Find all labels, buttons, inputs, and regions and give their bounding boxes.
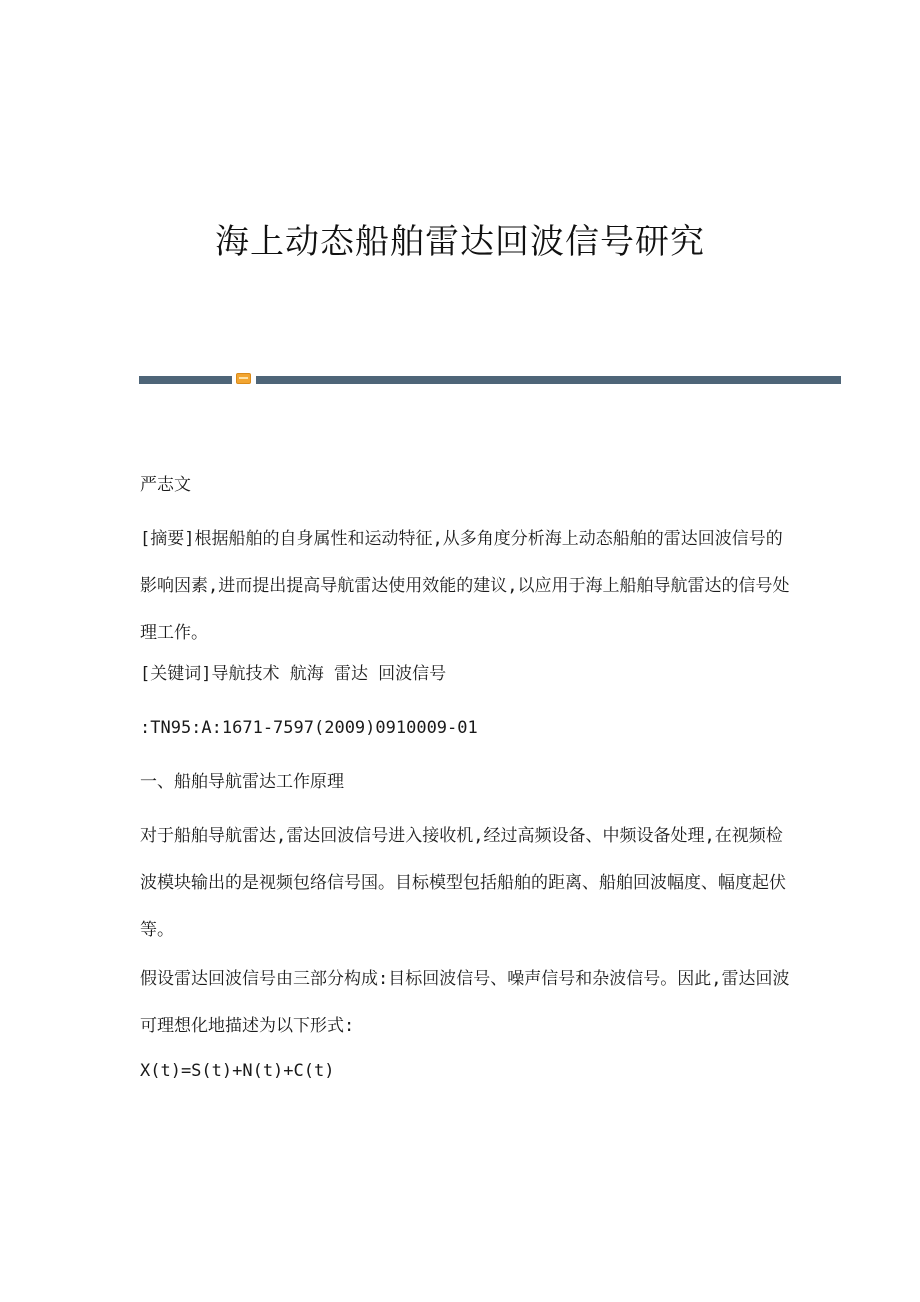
body-paragraph-1: 对于船舶导航雷达,雷达回波信号进入接收机,经过高频设备、中频设备处理,在视频检波模块输出的是视频包络信号国。目标模型包括船舶的距离、船舶回波幅度、幅度起伏等。: [140, 826, 786, 940]
body-paragraph-2: 假设雷达回波信号由三部分构成:目标回波信号、噪声信号和杂波信号。因此,雷达回波可理想化地描述为以下形式:: [140, 969, 790, 1036]
divider-bar-left: [139, 376, 232, 384]
keywords-line: [关键词]导航技术 航海 雷达 回波信号: [140, 664, 447, 684]
classification-code: :TN95:A:1671-7597(2009)0910009-01: [140, 718, 478, 738]
document-title: 海上动态船舶雷达回波信号研究: [215, 222, 705, 262]
divider-bar-right: [256, 376, 841, 384]
formula: X(t)=S(t)+N(t)+C(t): [140, 1061, 335, 1081]
title-divider: [139, 372, 841, 386]
abstract-paragraph: [摘要]根据船舶的自身属性和运动特征,从多角度分析海上动态船舶的雷达回波信号的影响因素,进而提出提高导航雷达使用效能的建议,以应用于海上船舶导航雷达的信号处理工作。: [140, 529, 790, 643]
divider-emblem-icon: [236, 373, 251, 384]
document-body: [140, 470, 790, 1086]
author-name: 严志文: [140, 475, 191, 495]
section-heading: 一、船舶导航雷达工作原理: [140, 772, 344, 792]
